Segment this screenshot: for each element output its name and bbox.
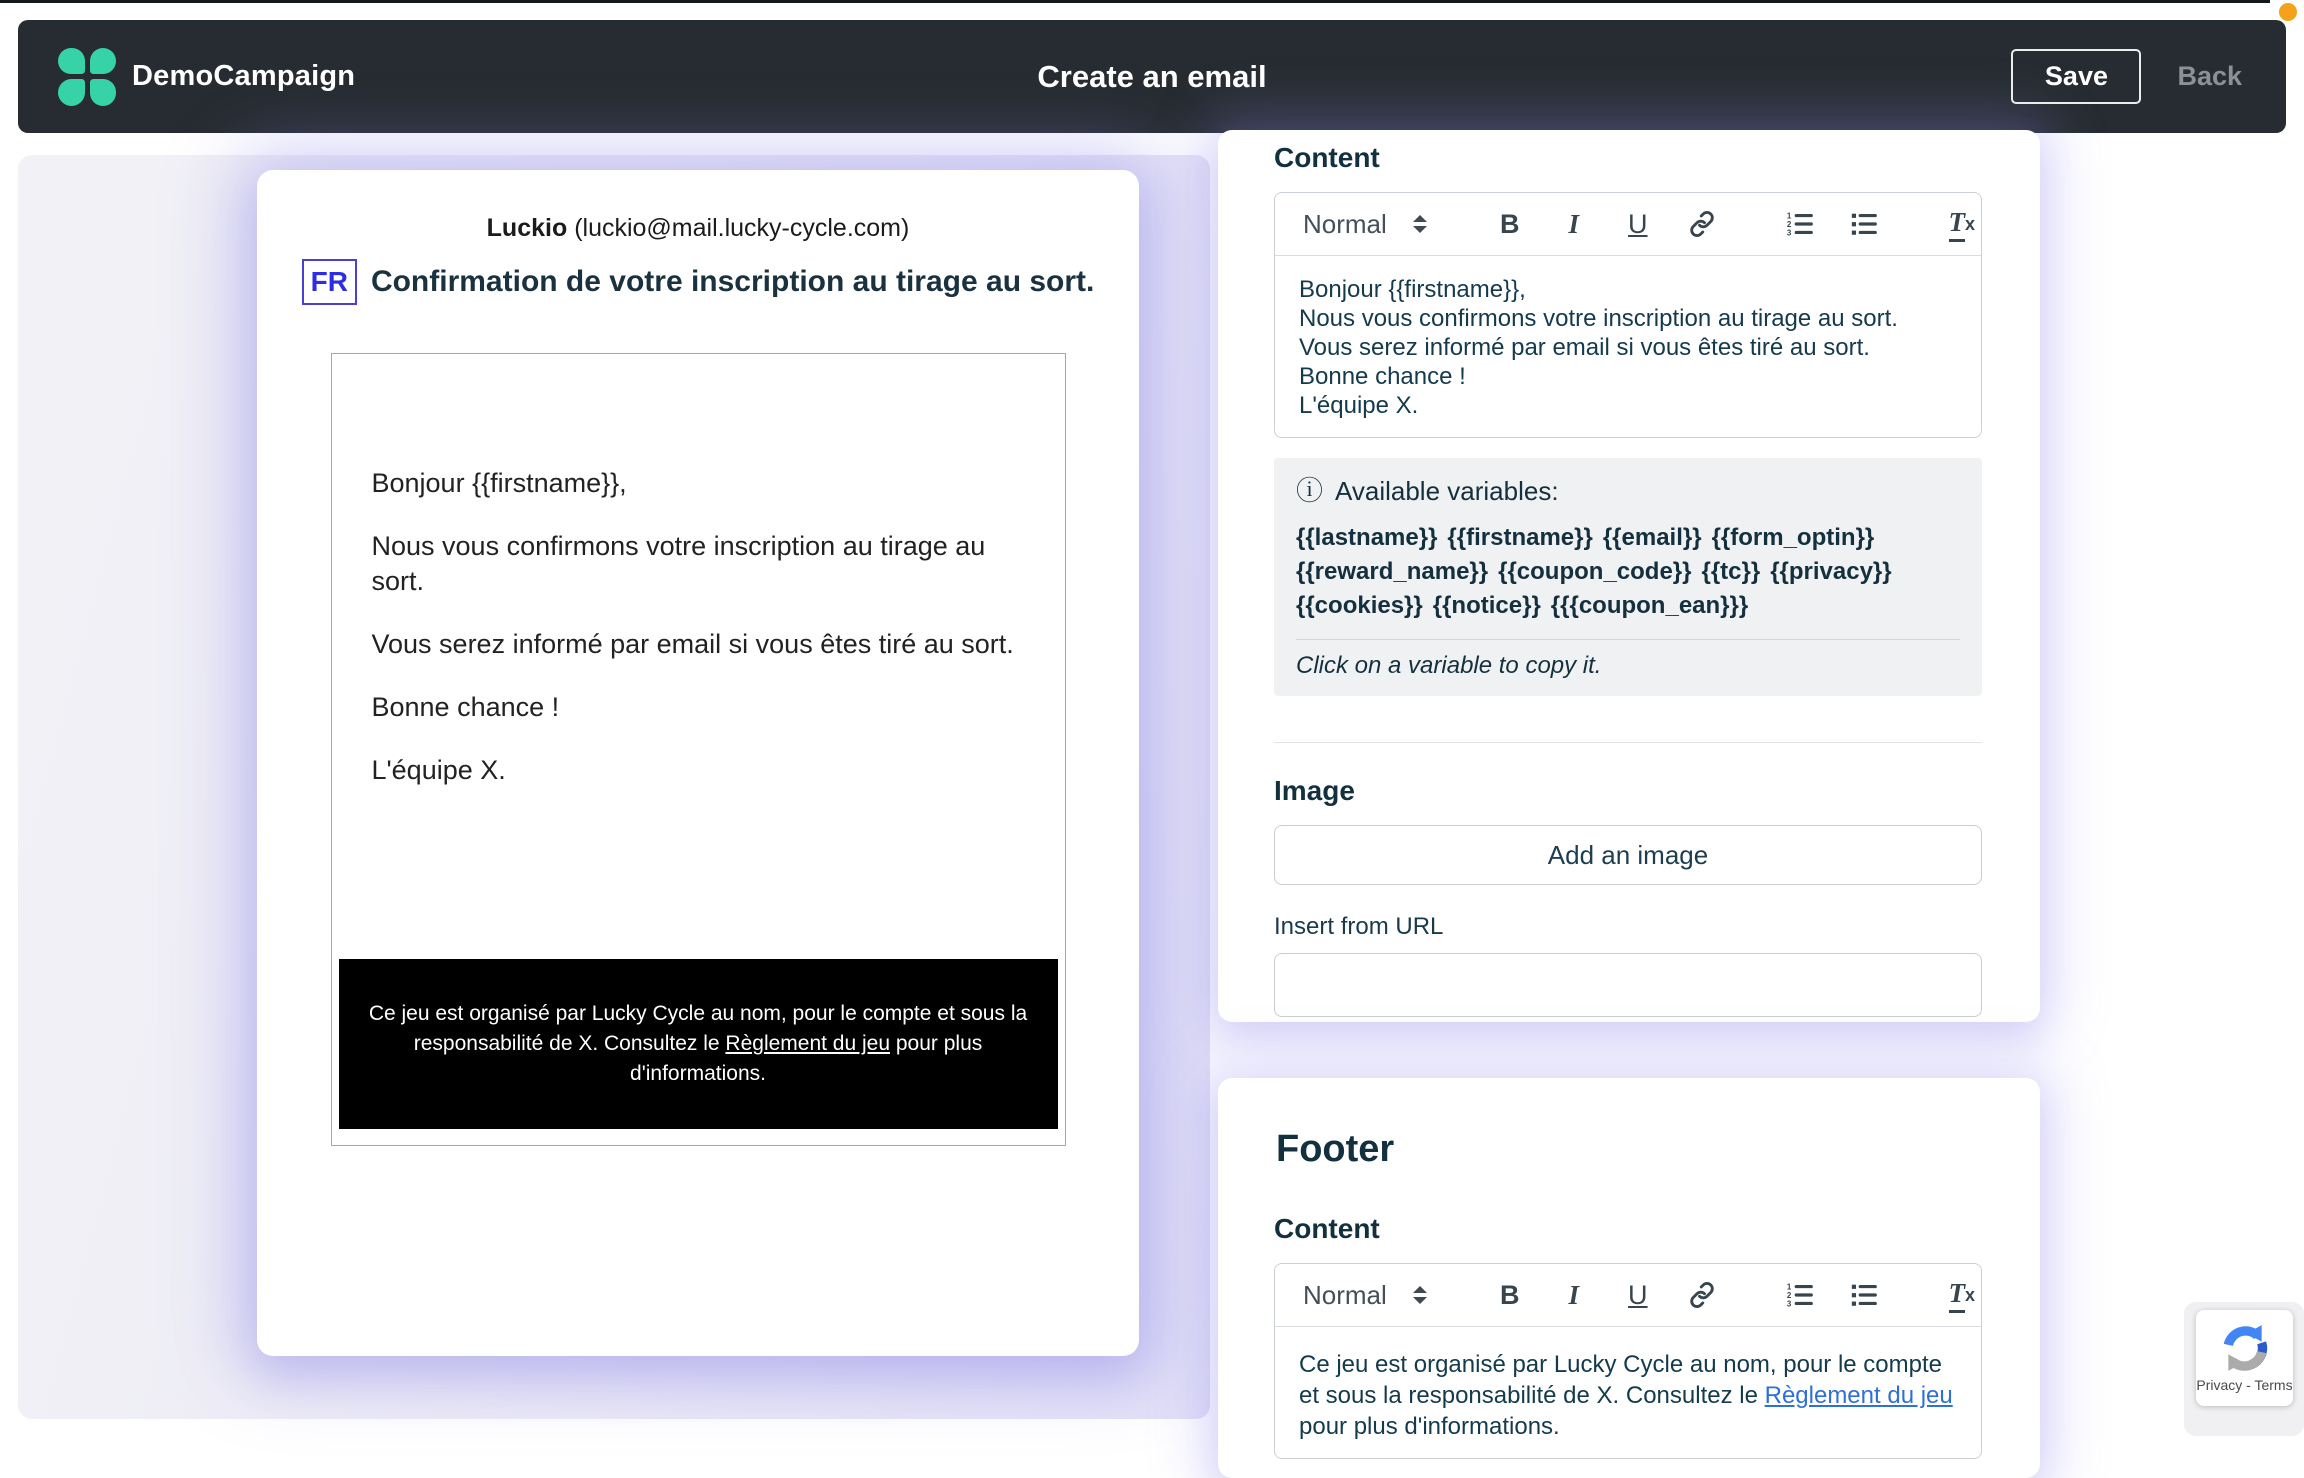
add-image-button[interactable]: Add an image [1274,825,1982,885]
email-body-paragraph: Vous serez informé par email si vous êtes tiré au sort. [371,629,1014,659]
recording-indicator-dot [2279,3,2297,21]
footer-text-after: pour plus d'informations. [1299,1413,1560,1440]
content-editor-toolbar [1275,193,1981,256]
brand-name: DemoCampaign [132,60,356,92]
paragraph-style-value: Normal [1303,208,1387,239]
brand [18,48,355,106]
footer-text-before: Ce jeu est organisé par Lucky Cycle au nom, pour le compte et sous la responsabilité de X. Consultez le [1299,1351,1942,1409]
paragraph-style-dropdown[interactable] [1303,209,1427,240]
sender-line [257,214,1139,243]
variable-chip[interactable]: {{tc}} [1701,558,1761,585]
link-button[interactable] [1687,1280,1717,1310]
content-editor-textarea[interactable] [1275,256,1981,437]
footer-editor-textarea[interactable] [1275,1327,1981,1458]
legal-rules-link[interactable]: Règlement du jeu [725,1032,891,1055]
underline-button[interactable]: U [1628,208,1648,239]
clear-formatting-button[interactable]: T x [1947,207,1977,242]
ordered-list-button[interactable] [1785,1279,1815,1311]
save-button[interactable]: Save [2011,49,2141,104]
svg-text:3: 3 [1786,228,1792,238]
recaptcha-badge[interactable] [2196,1310,2293,1406]
variable-chip[interactable]: {{lastname}} [1296,524,1438,551]
variables-title: Available variables: [1335,476,1559,506]
bold-button[interactable]: B [1500,1279,1520,1310]
paragraph-style-value: Normal [1303,1279,1387,1310]
ordered-list-button[interactable] [1785,208,1815,240]
variable-chip[interactable]: {{email}} [1602,524,1702,551]
variable-chip[interactable]: {{cookies}} [1296,592,1423,619]
info-icon: ⓘ [1296,476,1323,506]
recaptcha-privacy-terms[interactable]: Privacy - Terms [2196,1377,2293,1393]
content-editor-line: Bonjour {{firstname}}, [1299,276,1526,303]
footer-editor [1274,1263,1982,1459]
footer-rules-link[interactable]: Règlement du jeu [1764,1382,1953,1409]
image-section-heading: Image [1274,775,1355,806]
content-editor-line: L'équipe X. [1299,392,1419,419]
recaptcha-icon [2220,1323,2270,1373]
app-header [18,20,2286,133]
email-body-paragraph: Bonjour {{firstname}}, [371,468,627,498]
back-button[interactable]: Back [2177,61,2242,91]
content-editor-line: Bonne chance ! [1299,363,1466,390]
variables-hint: Click on a variable to copy it. [1296,652,1602,679]
email-body-preview [331,353,1066,1146]
variable-chip[interactable]: {{reward_name}} [1296,558,1489,585]
link-button[interactable] [1687,209,1717,239]
sender-name: Luckio [486,214,568,242]
footer-section-heading: Footer [1276,1128,1395,1170]
variable-chip[interactable]: {{coupon_code}} [1498,558,1692,585]
page-title: Create an email [1037,58,1267,94]
top-border-line [0,0,2270,3]
content-editor-line: Nous vous confirmons votre inscription au tirage au sort. [1299,305,1898,332]
ordered-list-icon [1785,208,1815,240]
email-body-paragraph: L'équipe X. [371,755,506,785]
sender-email: (luckio@mail.lucky-cycle.com) [574,214,910,242]
email-body-paragraph: Bonne chance ! [371,692,560,722]
footer-content-heading: Content [1274,1213,1380,1244]
dropdown-arrows-icon [1413,1286,1427,1304]
section-divider [1274,742,1982,743]
footer-editor-toolbar [1275,1264,1981,1327]
bullet-list-button[interactable] [1849,208,1879,240]
svg-text:2: 2 [1786,219,1792,229]
svg-text:1: 1 [1786,211,1792,221]
svg-text:3: 3 [1786,1299,1792,1309]
ordered-list-icon [1785,1279,1815,1311]
underline-button[interactable]: U [1628,1279,1648,1310]
email-body-paragraphs [332,354,1065,816]
legal-text-after: pour plus d'informations. [630,1032,983,1085]
email-subject: Confirmation de votre inscription au tirage au sort. [370,265,1095,298]
variable-chip[interactable]: {{form_optin}} [1711,524,1875,551]
italic-button[interactable]: I [1568,208,1580,239]
italic-button[interactable]: I [1568,1279,1580,1310]
subject-row [257,259,1139,305]
svg-text:1: 1 [1786,1282,1792,1292]
email-preview-card [257,170,1139,1356]
email-body-paragraph: Nous vous confirmons votre inscription au tirage au sort. [371,531,986,596]
link-icon [1687,1280,1717,1310]
variables-title-row [1296,476,1960,507]
email-preview-panel [18,155,1210,1419]
email-content-card [1218,130,2040,1022]
dropdown-arrows-icon [1413,215,1427,233]
image-url-input[interactable] [1274,953,1982,1017]
email-footer-card [1218,1078,2040,1478]
bullet-list-icon [1849,1279,1879,1311]
legal-footer-band [339,959,1058,1129]
variable-chip[interactable]: {{firstname}} [1447,524,1593,551]
bullet-list-button[interactable] [1849,1279,1879,1311]
variable-chip[interactable]: {{notice}} [1432,592,1541,619]
insert-from-url-label: Insert from URL [1274,913,1444,940]
bullet-list-icon [1849,208,1879,240]
link-icon [1687,209,1717,239]
language-badge: FR [302,259,357,305]
variable-chip[interactable]: {{privacy}} [1770,558,1892,585]
header-actions [2011,49,2286,104]
svg-text:2: 2 [1786,1290,1792,1300]
available-variables-box [1274,458,1982,696]
legal-text-before: Ce jeu est organisé par Lucky Cycle au nom, pour le compte et sous la responsabilité de X. Consultez le [368,1002,1028,1055]
paragraph-style-dropdown[interactable] [1303,1280,1427,1311]
clear-formatting-button[interactable]: T x [1947,1278,1977,1313]
variables-divider [1296,639,1960,640]
content-editor-line: Vous serez informé par email si vous êtes tiré au sort. [1299,334,1870,361]
variable-chip[interactable]: {{{coupon_ean}}} [1550,592,1749,619]
content-editor [1274,192,1982,438]
bold-button[interactable]: B [1500,208,1520,239]
content-section-heading: Content [1274,142,1380,173]
variables-list [1296,521,1960,623]
clover-logo-icon [58,48,116,106]
